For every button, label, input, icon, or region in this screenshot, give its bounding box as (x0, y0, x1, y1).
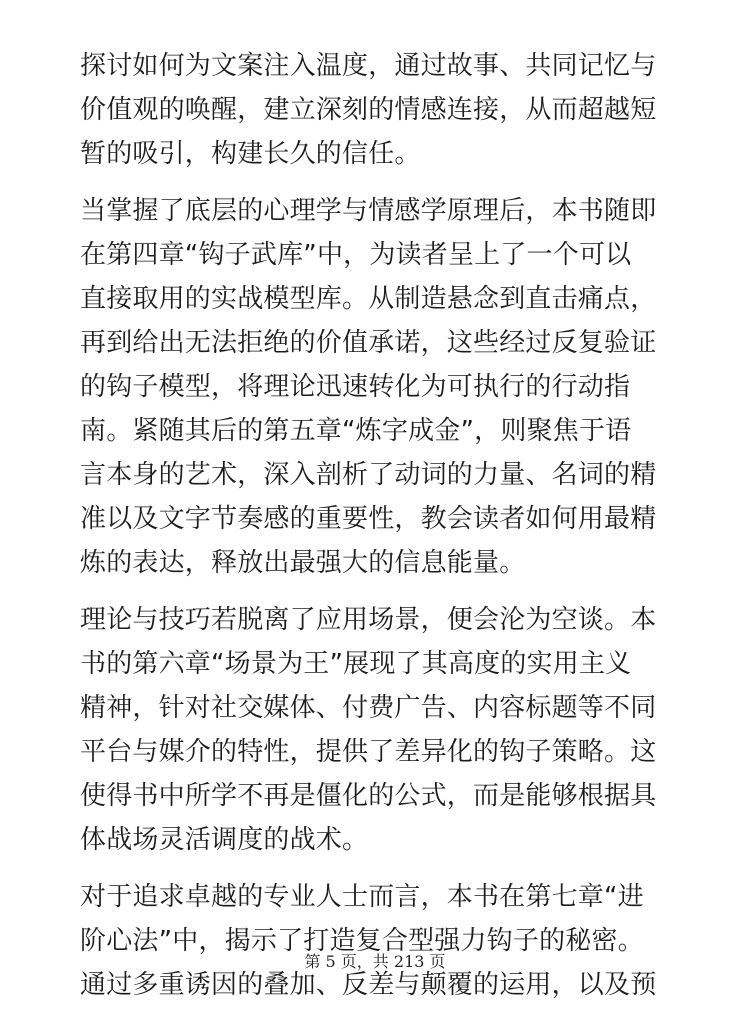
text-line: 直接取用的实战模型库。从制造悬念到直击痛点， (80, 284, 657, 314)
text-line: 价值观的唤醒，建立深刻的情感连接，从而超越短 (80, 95, 657, 125)
page-footer (0, 952, 750, 972)
text-line: 在第四章“钩子武库”中，为读者呈上了一个可以 (80, 240, 632, 270)
text-line: 的钩子模型，将理论迅速转化为可执行的行动指 (80, 372, 631, 402)
text-line: 阶心法”中，揭示了打造复合型强力钩子的秘密。 (80, 926, 644, 956)
text-line: 当掌握了底层的心理学与情感学原理后，本书随即 (80, 196, 657, 226)
text-line: 书的第六章“场景为王”展现了其高度的实用主义 (80, 649, 632, 679)
paragraph (80, 875, 680, 1007)
text-line: 再到给出无法拒绝的价值承诺，这些经过反复验证 (80, 328, 657, 358)
text-line: 炼的表达，释放出最强大的信息能量。 (80, 548, 526, 578)
text-line: 体战场灵活调度的战术。 (80, 825, 369, 855)
paragraph (80, 189, 680, 585)
text-line: 言本身的艺术，深入剖析了动词的力量、名词的精 (80, 460, 657, 490)
body-text (80, 44, 680, 1020)
page-number-label: 第 5 页，共 213 页 (304, 952, 446, 971)
text-line: 准以及文字节奏感的重要性，教会读者如何用最精 (80, 504, 657, 534)
text-line: 探讨如何为文案注入温度，通过故事、共同记忆与 (80, 51, 657, 81)
text-line: 对于追求卓越的专业人士而言，本书在第七章“进 (80, 882, 644, 912)
text-line: 通过多重诱因的叠加、反差与颠覆的运用，以及预 (80, 970, 657, 1000)
text-line: 南。紧随其后的第五章“炼字成金”，则聚焦于语 (80, 416, 632, 446)
text-line: 暂的吸引，构建长久的信任。 (80, 139, 421, 169)
text-line: 理论与技巧若脱离了应用场景，便会沦为空谈。本 (80, 605, 657, 635)
text-line: 使得书中所学不再是僵化的公式，而是能够根据具 (80, 781, 657, 811)
paragraph (80, 44, 680, 176)
text-line: 精神，针对社交媒体、付费广告、内容标题等不同 (80, 693, 657, 723)
text-line: 平台与媒介的特性，提供了差异化的钩子策略。这 (80, 737, 657, 767)
paragraph (80, 598, 680, 862)
